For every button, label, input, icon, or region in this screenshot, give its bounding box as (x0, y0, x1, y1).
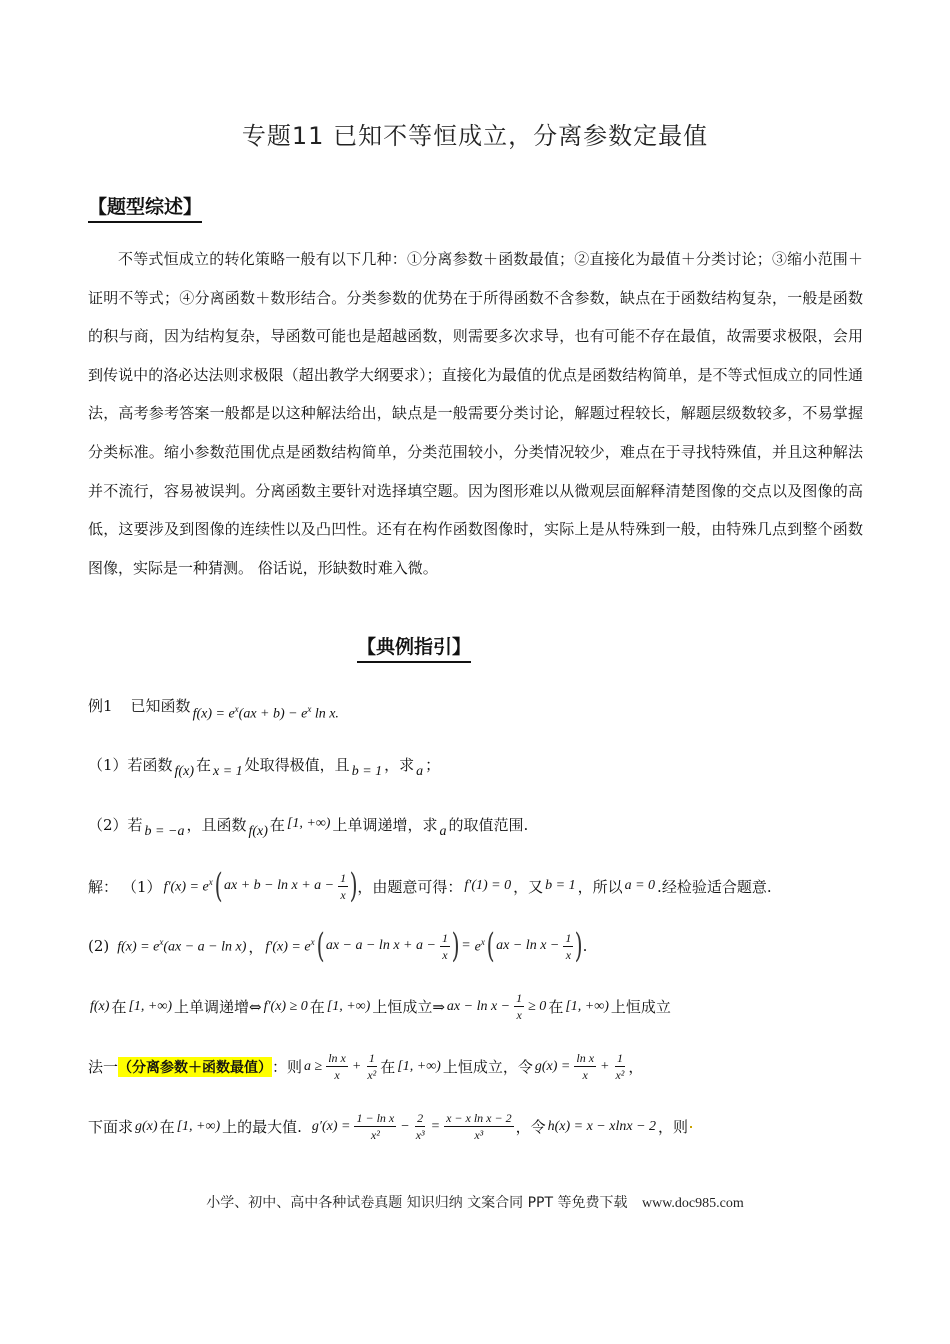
solution-text: 上恒成立 (610, 998, 671, 1016)
page-title: 专题11 已知不等恒成立，分离参数定最值 (241, 122, 709, 150)
math-fprime-ge-0: f′(x) ≥ 0 (263, 998, 308, 1014)
part2-text: 上单调递增，求 (332, 815, 438, 834)
math-interval: [1, +∞) (397, 1058, 441, 1074)
solution-text: 在 (548, 998, 564, 1016)
math-gprime: g′(x) = (311, 1118, 351, 1134)
equals-sign: = (430, 1118, 441, 1134)
solution-text: 上单调递增⇔ (174, 998, 262, 1016)
function-definition: $f(x) = e^x(ax + b) - e^x$ ln x. (192, 704, 339, 722)
section-heading-overview: 【题型综述】 (88, 192, 202, 223)
solution-text: ，则 (658, 1118, 689, 1136)
math-fprime-1-eq-0: f′(1) = 0 (464, 878, 512, 893)
section-heading-examples: 【典例指引】 (357, 632, 471, 663)
fraction-numerator-1: $\frac{\text{1 − ln x}}{\text{x²}}$ (356, 1111, 395, 1142)
part1-text: ； (425, 755, 441, 774)
solution-part-label: （1） (122, 877, 162, 896)
fprime-inner: ax − a − ln x + a − (325, 938, 436, 953)
method-highlight: （分离参数＋函数最值） (118, 1057, 272, 1077)
solution-text: . (582, 937, 588, 955)
solution-text: ，令 (515, 1118, 546, 1136)
part2-text: 的取值范围. (448, 815, 529, 834)
fraction-one-over-x: $\frac{1}{x}$ (565, 930, 572, 962)
math-fx: f(x) (174, 764, 194, 779)
part1-text: ，求 (384, 755, 415, 774)
method1-line (88, 1050, 643, 1083)
solution-line-1: 解： （1） $f'(x) = e^x$ ( ax + b − ln x + a − $\frac{1}{x}$ ) ，由题意可得： f′(1) = 0 ，又 b = 1 ，所以 a = 0 .经检验适合题意. (88, 866, 772, 906)
fraction-one-over-x2: $\frac{1}{\text{x²}}$ (367, 1051, 377, 1082)
math-expression: ax − ln x − (446, 998, 511, 1014)
math-interval: [1, +∞) (326, 998, 371, 1014)
math-interval: [1, +∞) (286, 816, 331, 831)
example-line (88, 688, 341, 723)
math-gx: g(x) = (534, 1058, 571, 1074)
part1-text: 处取得极值，且 (244, 755, 350, 774)
solution-text: ，又 (513, 877, 544, 896)
plus-sign: + (351, 1058, 362, 1074)
solution-text: 上恒成立⇒ (372, 998, 445, 1016)
solution-line-5 (88, 1110, 692, 1143)
math-interval: [1, +∞) (176, 1118, 221, 1134)
math-b-eq-neg-a: b = −a (144, 824, 185, 839)
solution-part-label: (2) (88, 937, 110, 955)
minus-sign: − (400, 1118, 410, 1134)
math-ge-0: ≥ 0 (528, 998, 547, 1014)
part2-text: 在 (269, 815, 285, 834)
part1-text: （1）若函数 (88, 755, 173, 774)
fraction-one-over-x2: $\frac{1}{\text{x²}}$ (615, 1051, 625, 1082)
example-label: 例1 (88, 696, 113, 715)
overview-paragraph (88, 240, 863, 587)
part2-text: （2）若 (88, 815, 143, 834)
math-x-eq-1: x = 1 (213, 764, 243, 779)
fraction-one-over-x: $\frac{1}{x}$ (340, 870, 347, 902)
footer-link[interactable]: www.doc985.com (641, 1196, 744, 1211)
solution-text: 在 (380, 1058, 396, 1076)
math-gx: g(x) (135, 1118, 158, 1134)
derivative-inner: ax + b − ln x + a − (223, 878, 335, 893)
solution-text: ， (248, 937, 264, 956)
fraction-lnx-over-x: $\frac{\text{ln x}}{x}$ (328, 1051, 346, 1082)
e-power: $e^x$ (474, 936, 485, 955)
math-a-eq-0: a = 0 (624, 878, 656, 893)
solution-text: ：则 (272, 1058, 303, 1076)
fraction-two-over-x3: $\frac{2}{\text{x³}}$ (415, 1111, 425, 1142)
fx-expression: $f(x) = e^x(ax - a - \ln x)$ (117, 936, 247, 955)
derivative-expression: $f'(x) = e^x$ (163, 876, 213, 895)
method-label: 法一 (88, 1058, 119, 1076)
math-a: a (416, 764, 424, 779)
text-cursor-mark (690, 1126, 692, 1128)
footer-text: 小学、初中、高中各种试卷真题 知识归纳 文案合同 PPT 等免费下载 (206, 1195, 628, 1211)
math-b-eq-1: b = 1 (351, 764, 383, 779)
solution-text: .经检验适合题意. (657, 877, 772, 896)
math-interval: [1, +∞) (565, 998, 609, 1014)
math-hx: h(x) = x − xlnx − 2 (547, 1118, 657, 1134)
solution-text: ，所以 (577, 877, 623, 896)
solution-text: ，由题意可得： (357, 877, 463, 896)
overview-text: 不等式恒成立的转化策略一般有以下几种：①分离参数＋函数最值；②直接化为最值＋分类讨论；③缩小范围＋证明不等式；④分离函数＋数形结合。分类参数的优势在于所得函数不含参数，缺点在于函数结构复杂，一般是函数的积与商，因为结构复杂，导函数可能也是超越函数，则需要多次求导，也有可能不存在最值，故需要求极限，会用到传说中的洛必达法则求极限（超出教学大纲要求）；直接化为最值的优点是函数结构简单，是不等式恒成立的同性通法，高考参考答案一般都是以这种解法给出，缺点是一般需要分类讨论，解题过程较长，解题层级数较多，不易掌握分类标准。缩小参数范围优点是函数结构简单，分类范围较小，分类情况较少，难点在于寻找特殊值，并且这种解法并不流行，容易被误判。分离函数主要针对选择填空题。因为图形难以从微观层面解释清楚图像的交点以及图像的高低，这要涉及到图像的连续性以及凸凹性。还有在构作函数图像时，实际上是从特殊到一般，由特殊几点到整个函数图像，实际是一种猜测。 俗话说，形缺数时难入微。 (88, 250, 863, 577)
math-a: a (439, 824, 447, 839)
solution-text: 在 (309, 998, 325, 1016)
part2-line (88, 808, 528, 840)
fprime-simplified: ax − ln x − (496, 938, 560, 953)
math-fx: f(x) (90, 998, 110, 1014)
part1-line (88, 748, 440, 780)
math-a-ge: a ≥ (304, 1058, 323, 1074)
solution-text: ， (628, 1058, 644, 1076)
fraction-numerator-2: $\frac{\text{x − x ln x − 2}}{\text{x³}}$ (446, 1111, 512, 1142)
solution-line-2: (2) $f(x) = e^x(ax - a - \ln x)$ ， $f'(x) = e^x$ ( ax − a − ln x + a − $\frac{1}{x}$ ) = $e^x$ ( ax − ln x − $\frac{1}{x}$ ) . (88, 926, 588, 966)
example-intro: 已知函数 (130, 696, 191, 715)
page-footer (0, 1192, 950, 1212)
solution-label: 解： (88, 877, 119, 896)
part2-text: ，且函数 (186, 815, 247, 834)
math-interval: [1, +∞) (128, 998, 172, 1014)
fprime-expression: $f'(x) = e^x$ (265, 936, 315, 955)
fraction-one-over-x: $\frac{1}{x}$ (516, 991, 523, 1022)
solution-text: 在 (159, 1118, 175, 1136)
solution-text: 下面求 (88, 1118, 134, 1136)
plus-sign: + (600, 1058, 610, 1074)
part1-text: 在 (195, 755, 211, 774)
solution-text: 在 (111, 998, 127, 1016)
fraction-one-over-x: $\frac{1}{x}$ (441, 930, 448, 962)
math-fx: f(x) (248, 824, 268, 839)
equals-sign: = (461, 938, 471, 953)
math-b-eq-1: b = 1 (545, 878, 576, 893)
solution-text: 上的最大值. (222, 1118, 302, 1136)
solution-text: 上恒成立，令 (442, 1058, 533, 1076)
solution-line-3 (88, 990, 671, 1023)
fraction-lnx-over-x: $\frac{\text{ln x}}{x}$ (576, 1051, 595, 1082)
